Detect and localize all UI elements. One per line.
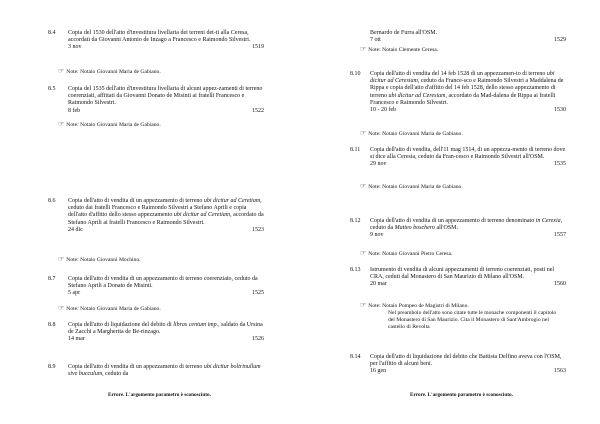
entry-continuation (350, 30, 566, 46)
entry-date: 3 nov (68, 44, 82, 51)
entry-description: Bernardo de Furra all'OSM. (370, 30, 438, 36)
entry-year: 1519 (252, 44, 264, 51)
entry-8-6 (48, 198, 264, 256)
entry-year: 1529 (554, 37, 566, 44)
entry-year: 1560 (554, 281, 566, 288)
entry-note: ☞ Note: Notaio Giovanni Maria de Gabiano. (58, 304, 161, 312)
entry-8-10 (350, 71, 566, 125)
entry-note: ☞ Note: Notaio Giovanni Maria de Gabiano. (58, 67, 161, 75)
entry-date: 14 mar (68, 336, 85, 343)
entry-note: ☞ Note: Notaio Giovanni Mochino. (58, 255, 141, 263)
entry-description: Copia dell'atto di vendita del 14 feb 1528 di un appezzamen-to di terreno ubi dicitur ad Ceresiam, ceduto da France-sco e Raimondo Silvestri a Maddalena de Rippa e copia dell'atto d'affitto del 14 feb 1528, dello stesso appezzamento di terreno ubi dicitur ad Ceresiam, accordato da Mad-dalena de Rippa ai fratelli Francesco e Raimondo Silvestri. (370, 71, 564, 106)
entry-description: Copia dell'atto di liquidazione del debito di libras centum imp., saldato da Ursina de Zacchi a Margherita de Be-rinzago. (68, 322, 263, 336)
entry-date: 20 mar (370, 281, 387, 288)
entry-description: Copia dell'atto di vendita di un appezzamento di terreno coerenziato, ceduto da Stefano Aprili a Donato de Misinti. (68, 276, 258, 290)
entry-8-4 (48, 30, 264, 70)
entry-date: 10 - 20 feb (370, 107, 397, 114)
entry-number: 8.13 (350, 267, 361, 273)
note-hand-icon: ☞ (360, 249, 367, 257)
entry-8-12 (350, 218, 566, 246)
entry-8-11 (350, 147, 566, 183)
entry-year: 1530 (554, 107, 566, 114)
entry-date: 7 ott (370, 37, 381, 44)
entry-description: Copia dell'atto di vendita di un appezzamento di terreno denominato in Cerexia, ceduto da Matteo boschero all'OSM. (370, 218, 563, 232)
page-footer-left: Errore. L'argomento parametro è sconosciuto. (108, 392, 211, 398)
entry-8-14 (350, 354, 566, 378)
note-hand-icon: ☞ (360, 301, 367, 309)
note-hand-icon: ☞ (360, 129, 367, 137)
note-hand-icon: ☞ (58, 120, 65, 128)
entry-date: 24 dic (68, 226, 83, 233)
entry-date: 29 nov (370, 161, 387, 168)
entry-description: Copia dell'atto di vendita di un appezzamento di terreno ubi dicitur ad Ceretiam, ceduto dai fratelli Francesco e Raimondo Silvestri a Stefano Aprili e copia dell'atto d'affitto dello stesso appezzamento ubi dicitur ad Ceretiam, accordato da Stefano Aprili ai fratelli Francesco e Raimondo Silvestri. (68, 198, 264, 226)
page-footer-right: Errore. L'argomento parametro è sconosciuto. (410, 392, 513, 398)
entry-note: ☞ Note: Notaio Giovanni Maria de Gabiano. (360, 129, 463, 137)
entry-number: 8.6 (48, 198, 56, 204)
entry-8-7 (48, 276, 264, 300)
note-hand-icon: ☞ (360, 45, 367, 53)
entry-number: 8.14 (350, 354, 361, 360)
entry-number: 8.9 (48, 364, 56, 370)
note-hand-icon: ☞ (58, 304, 65, 312)
entry-note: ☞ Note: Notaio Giovanni Maria de Gabiano. (360, 182, 463, 190)
entry-note: ☞ Note: Notaio Giovanni Pietro Ceresa. (360, 249, 453, 257)
entry-8-13 (350, 267, 566, 303)
entry-number: 8.4 (48, 30, 56, 36)
entry-year: 1523 (252, 226, 264, 233)
entry-description: Istrumento di vendita di alcuni appezzamenti di terreno coerenziati, posti nel CRA, ceduti dal Monastero di San Maurizio di Milano all'OSM. (370, 267, 555, 281)
entry-subnote: Nel preambolo dell'atto sono citate tutte le monache componenti il capitolo del Monastero di San Maurizio. Cita il Monastero di Sant'Ambrogio nel castello di Revolta (388, 310, 557, 330)
entry-note: ☞ Note: Notaio Clemente Ceresa. (360, 45, 439, 53)
entry-description: Copia del 1530 dell'atto d'investitura livellaria dei terreni det-ti alla Ceresa, accordati da Giovanni Antonio de Inzago a Francesco e Raimondo Silvestri. (68, 30, 251, 44)
entry-date: 8 feb (68, 107, 81, 114)
entry-note: ☞ Note: Notaio Pompeo de Magistri di Milano. (360, 301, 469, 309)
entry-number: 8.11 (350, 147, 361, 153)
entry-year: 1525 (252, 290, 264, 297)
entry-date: 5 apr (68, 290, 81, 297)
entry-description: Copia dell'atto di liquidazione del debito che Battista Delfino aveva con l'OSM, per l'affitto di alcuni beni. (370, 354, 562, 368)
entry-note: ☞ Note: Notaio Giovanni Maria de Gabiano. (58, 120, 161, 128)
entry-8-8 (48, 322, 264, 352)
entry-8-5 (48, 86, 264, 122)
entry-8-9 (48, 364, 264, 380)
entry-description: Copia dell'atto di vendita di un appezzamento di terreno ubi dicitur boltrinullum sive bucculum, ceduto da (68, 364, 261, 378)
note-hand-icon: ☞ (58, 255, 65, 263)
entry-year: 1557 (554, 232, 566, 239)
entry-number: 8.10 (350, 71, 361, 77)
entry-year: 1535 (554, 161, 566, 168)
entry-year: 1522 (252, 107, 264, 114)
entry-year: 1526 (252, 336, 264, 343)
entry-number: 8.7 (48, 276, 56, 282)
entry-date: 9 nov (370, 232, 384, 239)
entry-year: 1563 (554, 368, 566, 375)
entry-date: 16 gen (370, 368, 387, 375)
entry-description: Copia dell'atto di vendita, dell'11 mag 1514, di un appezza-mento di terreno dove si dice alla Ceresia, ceduto da Fran-cesco e Raimondo Silvestri all'OSM. (370, 147, 566, 161)
entry-number: 8.5 (48, 86, 56, 92)
entry-number: 8.12 (350, 218, 361, 224)
entry-description: Copia del 1535 dell'atto d'investitura livellaria di alcuni appez-zamenti di terreno coerenziati, affittati da Giovanni Donato de Misinti ai fratelli Francesco e Raimondo Silvestri. (68, 86, 263, 107)
entry-number: 8.8 (48, 322, 56, 328)
note-hand-icon: ☞ (58, 67, 65, 75)
note-hand-icon: ☞ (360, 182, 367, 190)
